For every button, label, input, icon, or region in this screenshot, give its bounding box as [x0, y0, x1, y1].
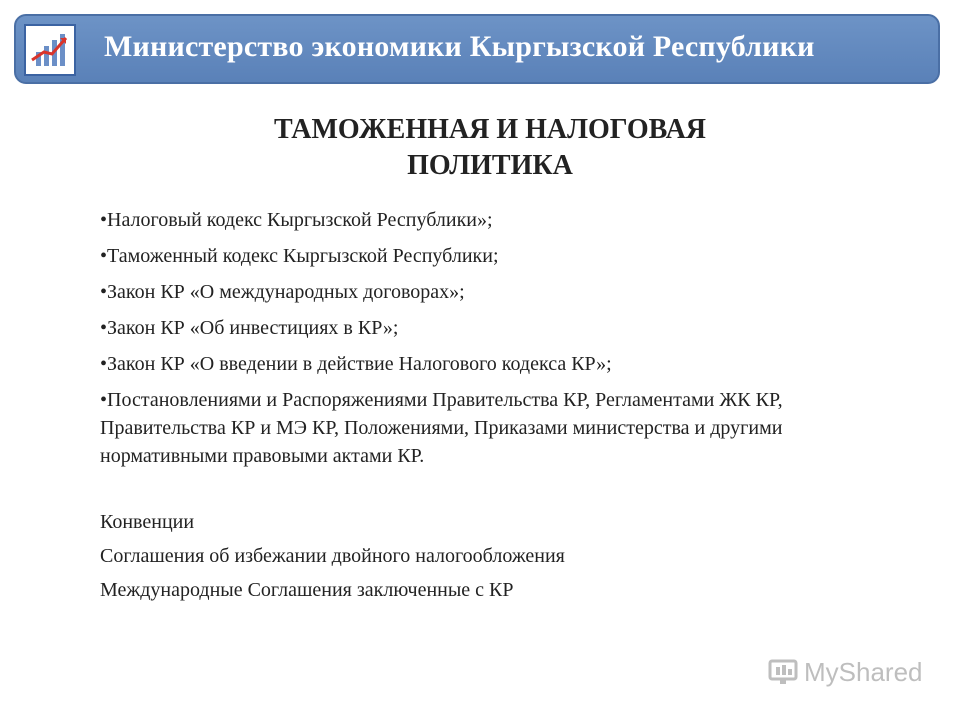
list-item-text: Налоговый кодекс Кыргызской Республики»; — [107, 209, 493, 231]
list-item: Конвенции — [100, 511, 195, 533]
slide-title — [0, 112, 960, 184]
list-item-text: Таможенный кодекс Кыргызской Республики; — [107, 245, 499, 267]
header-title: Министерство экономики Кыргызской Республики — [104, 30, 815, 63]
legal-acts-list — [100, 206, 900, 478]
list-item-text: Закон КР «О международных договорах»; — [107, 281, 465, 303]
list-item — [100, 314, 900, 342]
watermark — [766, 655, 923, 689]
agreements-list — [100, 508, 900, 610]
list-item: Международные Соглашения заключенные с КР — [100, 579, 514, 601]
ministry-logo-icon — [24, 24, 76, 76]
header-bar — [14, 14, 940, 84]
list-item-text: Постановлениями и Распоряжениями Правительства КР, Регламентами ЖК КР, Правительства КР и МЭ КР, Положениями, Приказами министерства и другими нормативными правовыми актами КР. — [100, 389, 783, 467]
list-item — [100, 242, 900, 270]
list-item — [100, 278, 900, 306]
list-item — [100, 386, 900, 470]
slide-title-line-1: ТАМОЖЕННАЯ И НАЛОГОВАЯ — [273, 114, 707, 145]
list-item-text: Закон КР «О введении в действие Налогового кодекса КР»; — [107, 353, 612, 375]
slide-title-line-2: ПОЛИТИКА — [407, 150, 573, 181]
myshared-logo-icon — [766, 655, 800, 689]
list-item — [100, 206, 900, 234]
list-item — [100, 350, 900, 378]
watermark-text: MyShared — [804, 656, 923, 687]
list-item-text: Закон КР «Об инвестициях в КР»; — [107, 317, 399, 339]
list-item: Соглашения об избежании двойного налогообложения — [100, 545, 565, 567]
chart-arrow-icon — [26, 26, 74, 74]
